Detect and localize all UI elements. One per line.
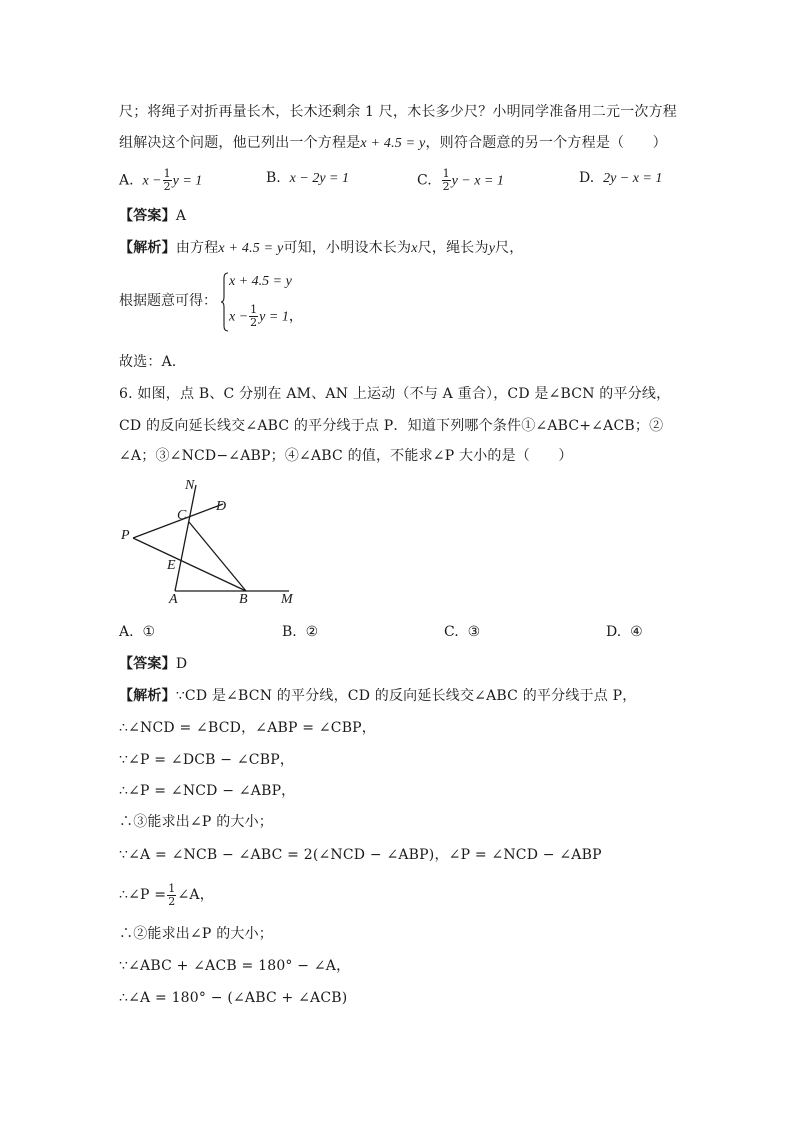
q6-analysis-line-6: ∵∠A = ∠NCB − ∠ABC = 2(∠NCD − ∠ABP)，∠P = ∠NCD − ∠ABP bbox=[119, 847, 602, 863]
label-n: N bbox=[185, 478, 195, 493]
q6-analysis-line-7: ∴②能求出∠P 的大小； bbox=[119, 926, 273, 942]
left-brace-icon bbox=[221, 272, 229, 332]
q6-option-a[interactable]: A. ① bbox=[119, 624, 156, 640]
q6-analysis-half-line: ∴∠P = $\frac{1}{2}$ ∠A， bbox=[119, 881, 214, 908]
q6-answer: 【答案】D bbox=[119, 656, 188, 672]
ray-an bbox=[175, 485, 196, 591]
q6-stem-line-3: ∠A；③∠NCD−∠ABP；④∠ABC 的值，不能求∠P 大小的是（ ） bbox=[119, 448, 573, 464]
label-m: M bbox=[281, 592, 293, 607]
q5-stem-question: ，则符合题意的另一个方程是（ ） bbox=[425, 135, 667, 151]
q5-answer-value: A bbox=[175, 208, 187, 224]
label-p: P bbox=[121, 528, 130, 543]
label-d: D bbox=[216, 499, 227, 514]
q5-system-eq-1: x + 4.5 = y bbox=[229, 274, 292, 289]
q5-system-eq-2: x − $\frac{1}{2}$ y = 1， bbox=[229, 303, 303, 329]
q5-conclusion: 故选：A． bbox=[119, 354, 187, 370]
q6-analysis-line-4: ∴∠P = ∠NCD − ∠ABP， bbox=[119, 783, 296, 799]
q5-option-d[interactable]: D. 2y − x = 1 bbox=[579, 170, 663, 186]
label-a: A bbox=[169, 592, 178, 607]
q6-option-d[interactable]: D. ④ bbox=[606, 624, 643, 640]
q5-stem-line-2 bbox=[119, 133, 667, 154]
q5-analysis-line-1: 【解析】由方程x + 4.5 = y可知，小明设木长为x尺，绳长为y尺， bbox=[119, 240, 524, 256]
q6-analysis-line-2: ∴∠NCD = ∠BCD，∠ABP = ∠CBP， bbox=[119, 720, 376, 736]
q6-analysis-line-9: ∴∠A = 180° − (∠ABC + ∠ACB) bbox=[119, 990, 348, 1006]
q5-equation-system bbox=[119, 270, 439, 334]
q6-analysis-line-8: ∵∠ABC + ∠ACB = 180° − ∠A， bbox=[119, 958, 351, 974]
q6-analysis-line-3: ∵∠P = ∠DCB − ∠CBP， bbox=[119, 752, 295, 768]
segment-cb bbox=[189, 522, 246, 591]
label-c: C bbox=[177, 508, 187, 523]
q5-stem-line-1: 尺；将绳子对折再量长木，长木还剩余 1 尺，木长多少尺？小明同学准备用二元一次方程 bbox=[119, 104, 678, 120]
q6-stem-line-1: 6. 如图，点 B、C 分别在 AM、AN 上运动（不与 A 重合），CD 是∠BCN 的平分线， bbox=[119, 386, 671, 402]
q6-analysis-line-1: 【解析】∵CD 是∠BCN 的平分线，CD 的反向延长线交∠ABC 的平分线于点 P， bbox=[119, 688, 637, 704]
fraction: $\frac{1}{2}$ bbox=[442, 167, 450, 193]
q6-geometry-figure bbox=[119, 478, 309, 613]
q5-system-label: 根据题意可得： bbox=[119, 293, 217, 309]
q5-given-equation: x + 4.5 = y bbox=[360, 136, 426, 151]
label-e: E bbox=[167, 558, 176, 573]
q5-option-b[interactable]: B. x − 2y = 1 bbox=[266, 170, 349, 186]
fraction: $\frac{1}{2}$ bbox=[168, 881, 176, 908]
q6-analysis-line-5: ∴③能求出∠P 的大小； bbox=[119, 814, 273, 830]
q5-stem-text: 组解决这个问题，他已列出一个方程是 bbox=[119, 135, 361, 151]
fraction: $\frac{1}{2}$ bbox=[163, 167, 171, 193]
q6-stem-line-2: CD 的反向延长线交∠ABC 的平分线于点 P．知道下列哪个条件①∠ABC+∠ACB；② bbox=[119, 418, 664, 434]
q6-option-b[interactable]: B. ② bbox=[282, 624, 319, 640]
q6-answer-value: D bbox=[175, 656, 188, 672]
segment-pb bbox=[133, 538, 246, 591]
q5-option-a[interactable]: A. x − $\frac{1}{2}$ y = 1 bbox=[119, 167, 203, 193]
q5-option-c[interactable]: C. $\frac{1}{2}$ y − x = 1 bbox=[417, 167, 504, 193]
q6-option-c[interactable]: C. ③ bbox=[444, 624, 481, 640]
label-b: B bbox=[239, 592, 248, 607]
q5-answer: 【答案】A bbox=[119, 208, 187, 224]
fraction: $\frac{1}{2}$ bbox=[250, 303, 258, 329]
